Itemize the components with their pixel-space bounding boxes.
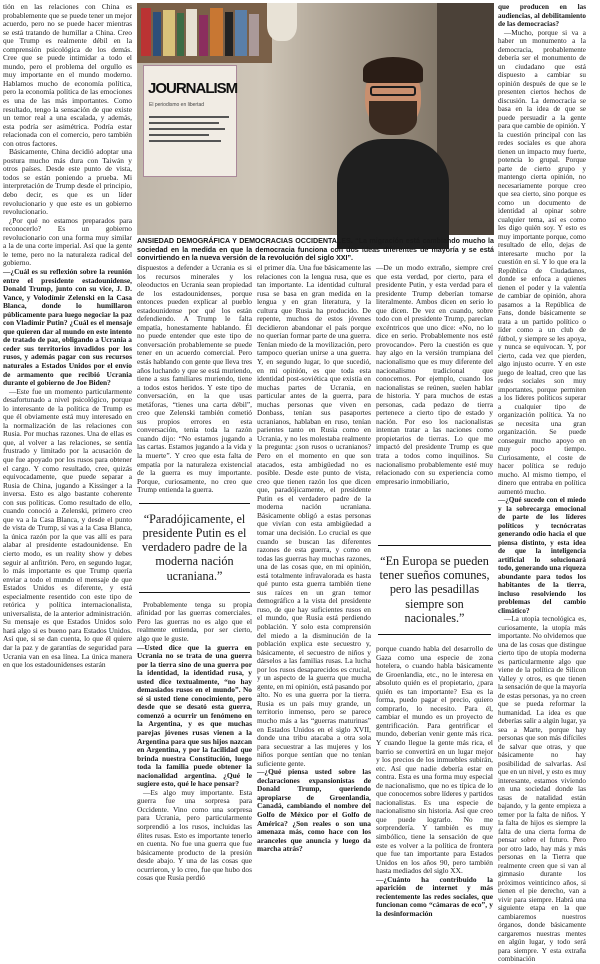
article-paragraph: —De un modo extraño, siempre creí que esta verdad, por cierto, para el presidente Putin, y esta verdad para el presidente Trump deberían tomarse literalmente. Ambos dicen en serio lo que dicen. De vez en cuando, sobre todo con el presidente Trump, parecían excéntricos que uno dice: «No, no lo dice en serio. Probablemente nos esté provocando». Pero la cuestión es que hay algo en la versión trumpiana del nacionalismo que es muy diferente del nacionalismo tradicional que conocemos. Por ejemplo, cuando los nacionalistas se reúnen, suelen hablar de historia. Y para muchos de estas personas, cada pedazo de tierra pertenece a cierto tipo de estado y nación. Por eso los nacionalistas intentan tratar a las naciones como propietarios de tierras. Lo que me impactó del presidente Trump es que trata a todos como inquilinos. Su nacionalismo probablemente esté muy relacionado con su experiencia como empresario inmobiliario, (376, 263, 493, 486)
article-column-5 (498, 3, 587, 963)
article-paragraph: —La utopía tecnológica es, curiosamente, la utopía más importante. No olvidemos que una de las cosas que distingue cierto tipo de utopía moderna es particularmente algo que viene de la política de Silicon Valley y otros, es que tienen la sensación de que la mayoría de estas personas, ya no creen que se pueda reformar la humanidad. La idea es que deberías salir a algún lugar, ya sea a Marte, porque hay personas que son más difíciles de salvar que otras, y que básicamente no hay posibilidad de salvarlas. Así que en un nivel, y esto es muy interesante, estamos viviendo en una sociedad donde las tasas de natalidad están bajando, y la gente empieza a temer por la falta de niños. Y la falta de hijos es siempre la falta de una cierta forma de pensar sobre el futuro. Pero por otro lado, hay más y más personas en la Tierra que realmente creen que si van al gimnasio durante los próximos veinticinco años, si tienen el pie derecho, van a vivir para siempre. Habrá una siguiente etapa en la que cambiaremos nuestros órganos, donde básicamente cargaremos nuestras mentes en algún lugar, y todo será para siempre. Y esta extraña combinación (498, 615, 587, 963)
interview-question: —¿Cuánto ha contribuido la aparición de internet y más recientemente las redes sociales, que funcionan como “cámaras de eco”, y la desinformación (376, 874, 493, 918)
book (249, 14, 259, 56)
interviewee-hair (363, 57, 423, 83)
pullquote-europa (378, 545, 491, 635)
book (199, 15, 208, 56)
interview-question: —¿Qué sucede con el miedo y la sobrecarga emocional de parte de los líderes políticos y tecnócratas generando odio hacia el que piensa distinto, y esta idea de que la inteligencia artificial lo solucionará todo, generando una riqueza abundante para todos los habitantes de la tierra, incluso resolviendo los problemas del cambio climático? (498, 496, 586, 615)
book (210, 8, 223, 56)
book (235, 10, 247, 56)
pullquote-rule-top (378, 545, 491, 546)
poster-text-line (149, 134, 209, 136)
article-paragraph: —Este fue un momento particularmente desafortunado a nivel psicológico, porque lo interesante de la política de Trump es que él obviamente está muy interesado en la normalización de las relaciones con Rusia. Por muchas razones. Una de ellas es que, al volver a las relaciones, se sentía frustrado y limitado por la acusación de que fue apoyado por los rusos para obtener el cargo. Y como resultado, cree, quizás equivocadamente, que puede separar a Rusia de China, jugando a Kissinger a la inversa. Esto es algo bastante coherente con sus políticas. Como resultado de ello, cuando conoció a Zelenski, primero creo que va a la Casa Blanca, y desde el punto de vista de Trump, sí vas a la Casa Blanca, la única razón por la que vas allí es para alabar al presidente estadounidense. En cierto modo, es un reality show y debes seguir al anfitrión. Pero, en segundo lugar, lo más importante es que Trump quería enviar a todo el mundo el mensaje de que Estados Unidos es diferente, y está especialmente resentido con este tipo de retórica y política internacionalista, universalista, de la anterior administración. Su mensaje es que Estados Unidos solo hará algo si es bueno para Estados Unidos. Así que, si se dan cuenta, lo que él quiere dar la paz y de garantías de seguridad para Ucrania van en esa línea. La única manera en que los estadounidenses estarán (3, 386, 132, 670)
pullquote-putin-text: “Paradójicamente, el presidente Putin es el verdadero padre de la moderna nación ucraniana.” (141, 511, 248, 583)
pullquote-rule-bottom (378, 634, 491, 635)
interviewee (337, 61, 447, 241)
book (177, 13, 184, 56)
poster-text-line (149, 116, 229, 118)
journalism-poster (143, 65, 237, 177)
interview-photo (137, 3, 494, 235)
interviewee-beard (369, 101, 417, 135)
article-column-4-top (376, 264, 493, 534)
article-paragraph: —Mucho, porque si va a haber un monumento a la democracia, probablemente debería ser el monumento de un ciudadano que está dispuesto a cambiar su opinión después de que se le presenten ciertos hechos de discusión. La democracia se basa en la idea de que se puede persuadir a la gente para que cambie de opinión. Y la cuestión principal con las redes sociales es que ahora tienen un impacto muy fuerte, potencia lo grupal. Porque parte de cierto grupo y mantengo cierta opinión, no necesariamente porque creo que sea cierto, sino porque es como un documento de identidad al opinar sobre cualquier tema, así es como les digo quién soy. Y esto es muy importante porque, como resultado de ello, dejas de interesarte mucho por la cuestión en sí. Y lo que era la República de Ciudadanos, donde se enfoca a quienes tienen el poder y la valentía de cambiar de opinión, ahora pasamos a la República de Fans, donde básicamente se trata a un partido político o líder como a un club de fútbol, y siempre se les apoya, y nunca se equivocan. Y, por cierto, cada vez que pierden, algo injusto ocurre. Y en este juego de lealtad, creo que las redes sociales son muy importantes, porque permiten a los líderes políticos superar a cualquier tipo de organización política. Ya no se necesita una gran organización. Se puede conseguir mucho apoyo en muy poco tiempo. Curiosamente, el coste de hacer política se redujo mucho. Al mismo tiempo, el dinero que entraba en política aumentó mucho. (498, 28, 586, 496)
interviewee-glasses (370, 86, 416, 96)
article-column-3 (257, 264, 371, 886)
caption-text: “La migración está cambiando mucho la sociedad en la medida en que la democracia funciona con dos ideas diferentes de mayoría y se está convirtiendo en la nueva versión de la revolución del siglo XXI”. (137, 237, 494, 263)
poster-title: JOURNALISM (148, 80, 238, 97)
interview-question: —¿Qué piensa usted sobre las declaraciones expansionistas de Donald Trump, queriendo apropiarse de Groenlandia, Canadá, cambiando el nombre del Golfo de México por el Golfo de América? ¿Son reales o son una amenaza más, como hace con los aranceles que anuncia y luego da marcha atrás? (257, 767, 371, 854)
article-column-4-bottom (376, 644, 493, 918)
article-paragraph: ¿Por qué no estamos preparados para reconocerlo? Es un gobierno revolucionario con una forma muy similar a la de una corte imperial. Así que la gente le teme, pero no la naturaleza radical del gobierno. (3, 215, 132, 268)
book (225, 12, 233, 56)
photo-caption (137, 237, 494, 263)
interview-question: que producen en las audiencias, al debilitamiento de las democracias? (498, 3, 586, 28)
interview-question: —¿Cuál es su reflexión sobre la reunión entre el presidente estadounidense, Donald Trump, junto con su vice, J. D. Vance, y Volodímir Zelenski en la Casa Blanca, donde lo humillaron públicamente para luego negociar la paz con Vladímir Putin? ¿Cuál es el mensaje que quieren dar al mundo en este intento de tratado de paz, obligando a Ucrania a ceder sus territorios invadidos por los rusos, y además pagar con sus recursos naturales a Estados Unidos por el envío de armamento que recibió Ucrania durante el gobierno de Joe Biden? (3, 266, 132, 388)
caption-title: ANSIEDAD DEMOGRÁFICA Y DEMOCRACIAS OCCIDENTALES. (137, 237, 353, 245)
pullquote-europa-text: “En Europa se pueden tener sueños comunes, pero las pesadillas siempre son nacionales.” (379, 554, 490, 625)
book (153, 12, 161, 56)
article-column-1 (3, 3, 132, 886)
article-paragraph: Probablemente tenga su propia afinidad por las guerras comerciales. Pero las guerras no es algo que el realmente entienda, por ser cierto, algo que le guste. (137, 599, 252, 643)
pullquote-putin (139, 503, 250, 593)
article-paragraph: Básicamente, China decidió adoptar una postura mucho más dura con Taiwán y otros países. Desde este punto de vista, todos se están poniendo a prueba. Mi interpretación de Trump desde el principio, debo decir, es que es un líder revolucionario y que este es un gobierno revolucionario. (3, 147, 132, 217)
poster-text-line (149, 122, 219, 124)
interview-question: —Usted dice que la guerra en Ucrania no se trata de una guerra por la tierra sino de una guerra por la identidad, la identidad rusa, y usted dice textualmente, “no hay demasiados rusos en el mundo”. No sé si usted tiene conocimiento, pero desde que se desató esta guerra, comenzó a ocurrir un fenómeno en la Argentina, y es que muchas parejas jóvenes rusas vienen a la Argentina para que sus hijos nazcan en Argentina, y por la facilidad que brinda nuestra Constitución, luego toda la familia puede obtener la nacionalidad argentina. ¿Qué le sugiere esto, qué le hace pensar? (137, 642, 252, 789)
article-paragraph: el primer día. Una fue básicamente las relaciones con la lengua rusa, que es tan importante. La identidad cultural rusa se basa en gran medida en la lengua y en gran literatura, y la cultura que Rusia ha producido. De repente, muchos de estos jóvenes decidieron abandonar el país porque no querían formar parte de una guerra. Tenían miedo de la movilización, pero tampoco querían unirse a una guerra. Y, en segundo lugar, lo que sucedió, en mi opinión, es que toda esta identidad post-soviética que existía en muchas partes de Ucrania, en particular antes de la guerra, para muchas personas que viven en Donbass, tenían sus pasaportes ucranianos, hablaban en ruso, tenían parientes tanto en Rusia como en Ucrania, y no les molestaba realmente la pregunta: ¿son rusos o ucranianos? Pero en el momento en que son atacados, esta ambigüedad no es posible. Desde este punto de vista, creo que tienen razón los que dicen que, paradójicamente, el presidente Putin es el verdadero padre de la moderna nación ucraniana. Básicamente obligó a estas personas que vivían con esta ambigüedad a tomar una decisión. Lo crucial es que cuando se buscan las diferentes razones de esta guerra, y como en todas las guerras hay muchas razones, una de las cosas que, en mi opinión, está totalmente infravalorada es hasta qué punto esta guerra también tiene sus raíces en un gran temor demográfico a la vista del presidente ruso, de que hay suficientes rusos en el mundo, que Rusia está perdiendo población. Y solo esta comprensión del miedo a la disminución de la población explica este secuestro y, básicamente, el secuestro de niños y dárselos a las familias rusas. La lucha por los rusos desaparecidos es crucial, y un aspecto de la guerra que mucha gente, en mi opinión, está pasando por alto. No es una guerra por la tierra. Rusia es un país muy grande, un territorio inmenso, pero se parece mucho más a las “guerras maturinas” en Estados Unidos en el siglo XVII, donde una tribu atacaba a otra sola para secuestrar a las mujeres y los niños porque sentían que no tenían suficiente gente. (257, 263, 371, 768)
poster-text-line (149, 128, 225, 130)
poster-subtitle: El periodismo en libertad (149, 102, 205, 108)
article-paragraph: tión en las relaciones con China es probablemente que se puede tener un mejor acuerdo, pero no se puede hacer mientras se está tratando de humillar a China. Creo que Trump es realmente débil en la comprensión psicológica de los demás. Cree que se puede intimidar a todo el mundo, pero el problema del orgullo es muy importante en el mundo moderno. Hablamos mucho de economía política, pero la economía política de las emociones es una de las más importantes. Como resultado, tengo la sensación de que existe un temor real a una escalada, y además, esta podría ser asimétrica. Podría estar relacionada con el comercio, pero también con otros factores. (3, 2, 132, 148)
book (163, 10, 175, 56)
book (186, 9, 197, 56)
article-paragraph: dispuestos a defender a Ucrania es si los recursos minerales y los oleoductos en Ucrania sean propiedad de los estadounidenses, porque entonces pueden explicar al pueblo estadounidense por qué los están defendiendo. A Trump le falta empatía, honestamente hablando. Él no puede entender que este tipo de conversación probablemente se puede tener en un acuerdo comercial. Pero estás hablando con gente que lleva tres años luchando y que se está muriendo, tiene a sus familiares muriendo, tiene a todos estos heridos. Y este tipo de conversación, en la que usas metáforas, “tienes una carta débil”, creo que Zelenski también cometió sus propios errores en esta conversación, tenía toda la razón cuando dijo: “No estamos jugando a las cartas. Estamos jugando a la vida y la muerte”. Y creo que esta falta de empatía por la naturaleza existencial de la guerra es muy importante. Porque, curiosamente, no creo que Trump entienda la guerra. (137, 263, 252, 495)
lamp (267, 3, 297, 41)
book (141, 8, 151, 56)
poster-text-line (149, 140, 221, 142)
article-column-2 (137, 264, 252, 886)
article-paragraph: —Es algo muy importante. Esta guerra fue una sorpresa para Occidente. Vino como una sorpresa para Ucrania, pero particularmente sorprendió a los rusos, incluidas las élites rusas. Esto es importante tenerlo en cuenta. No fue una guerra que fue básicamente producto de la presión desde abajo. Y una de las cosas que ocurrieron, y lo creo, fue que hubo dos cosas que Rusia perdió (137, 787, 252, 883)
article-paragraph: porque cuando habla del desarrollo de Gaza como una especie de zona hotelera, o cuando habla básicamente de Groenlandia, etc., no le interesa en absoluto quién es el propietario, ¿para quién es tan importante? Esa es la forma, puedo pagar el precio, quiero comprarlo, lo necesito. Para él, cambiar el mundo es un proyecto de gentrificación. Para gentrificar el mundo, deberían venir gente más rica. Y cuando llegue la gente más rica, el barrio se convertirá en un lugar mejor y los precios de los inmuebles subirán, etc. Así que nadie debería estar en contra. Esta es una forma muy especial de nacionalismo, que no es típica de lo que conocemos sobre líderes y partidos nacionalistas. Es una especie de nacionalismo sin historia. Así que creo que puede lograrlo. No me sorprendería. Y también es muy simbólico, tiene la sensación de que este es volver a la política de frontera que fue tan importante para Estados Unidos en los años 90, pero también hasta mediados del siglo XX. (376, 644, 493, 876)
interviewee-torso (337, 139, 449, 249)
